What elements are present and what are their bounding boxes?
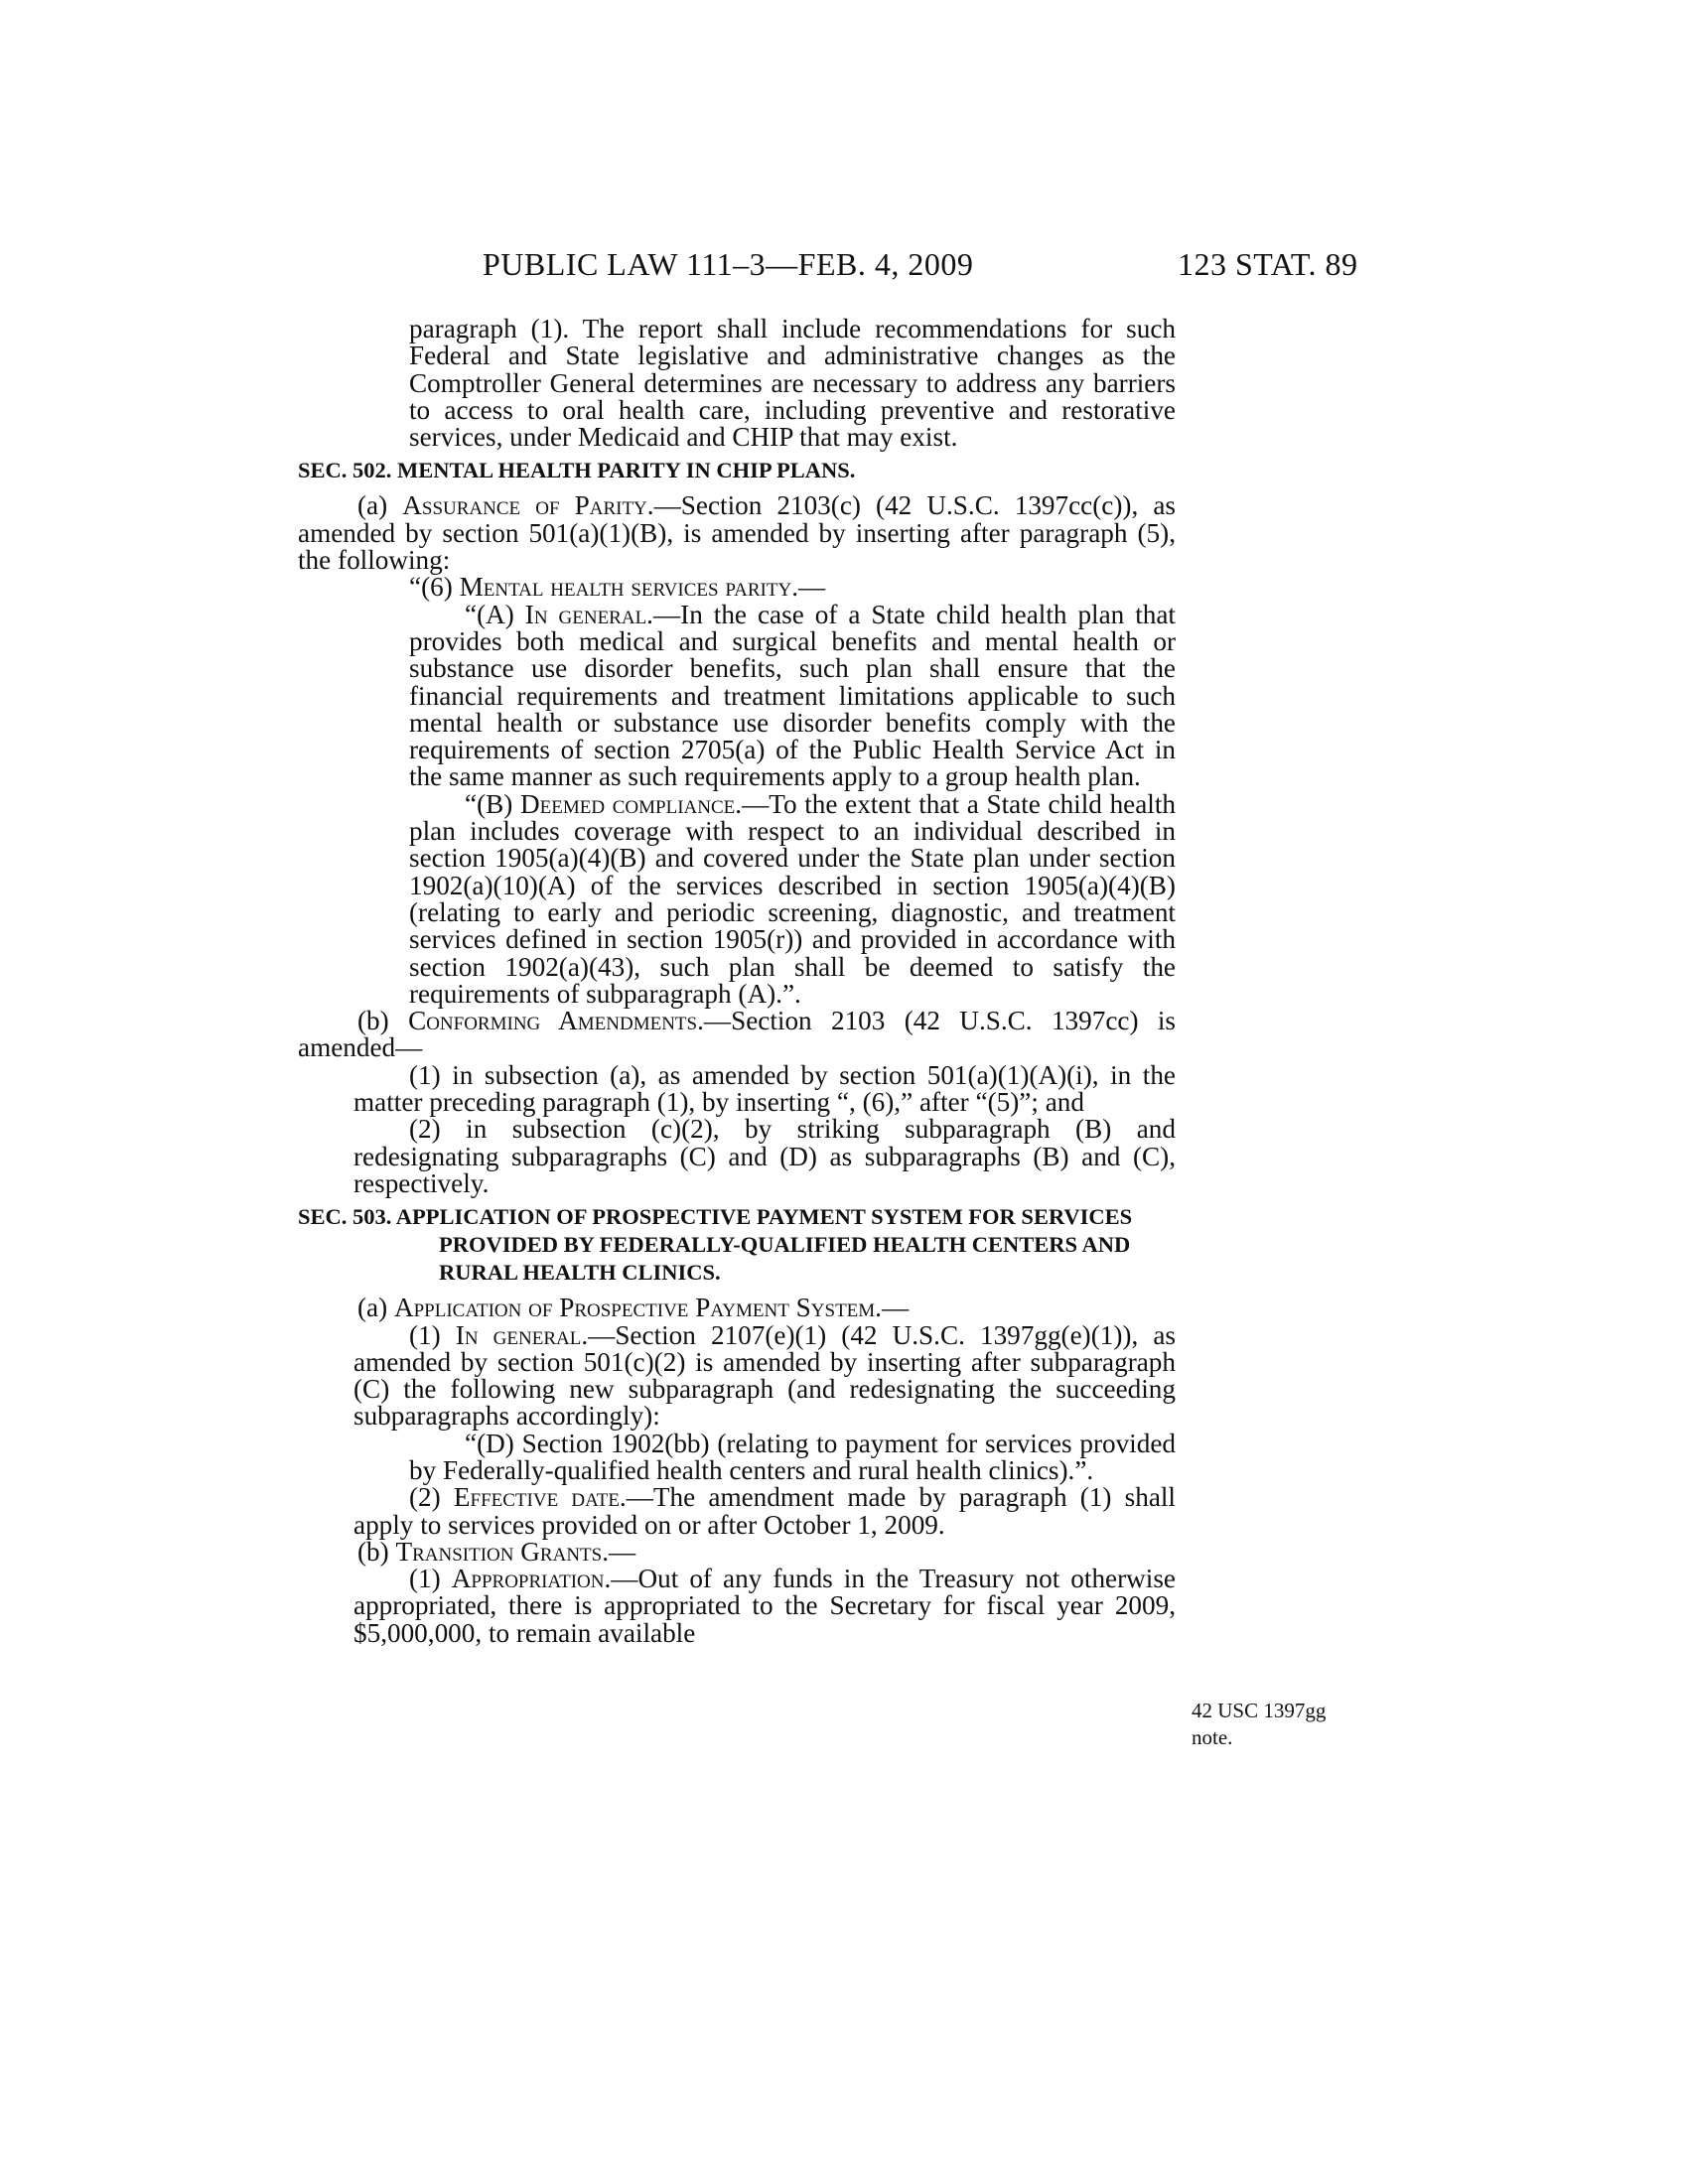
continuation-paragraph: paragraph (1). The report shall include recommendations for such Federal and State legislative and administrative changes as the Comptroller General determines are necessary to address any barriers to access to oral health care, including preventive and restorative services, under Medicaid and CHIP that may exist.: [409, 314, 1176, 453]
sec502-b-paragraph-1: (1) in subsection (a), as amended by section 501(a)(1)(A)(i), in the matter preceding paragraph (1), by inserting “, (6),” after “(5)”; and: [353, 1059, 1176, 1118]
sec503-subsection-b: (b) Transition Grants.—: [357, 1536, 636, 1567]
sec503-quoted-subparagraph-D: “(D) Section 1902(bb) (relating to payment for services provided by Federally-qualified health centers and rural health clinics).”.: [409, 1428, 1176, 1485]
sec503-subsection-a: (a) Application of Prospective Payment System.—: [357, 1293, 910, 1323]
body-text: [298, 316, 1176, 1647]
sec502-subsection-b: (b) Conforming Amendments.—Section 2103 (42 U.S.C. 1397cc) is amended—: [298, 1006, 1176, 1063]
margin-note-usc-reference: 42 USC 1397gg note.: [1192, 1699, 1327, 1749]
sec502-subparagraph-A: “(A) In general.—In the case of a State child health plan that provides both medical and surgical benefits and mental health or substance use disorder benefits, such plan shall ensure that the financial requirements and treatment limitations applicable to such mental health or substance use disorder benefits comply with the requirements of section 2705(a) of the Public Health Service Act in the same manner as such requirements apply to a group health plan.: [409, 599, 1176, 792]
sec502-subsection-a: (a) Assurance of Parity.—Section 2103(c) (42 U.S.C. 1397cc(c)), as amended by section 501(a)(1)(B), is amended by inserting after paragraph (5), the following:: [298, 490, 1176, 576]
sec503-b-paragraph-1: (1) Appropriation.—Out of any funds in the Treasury not otherwise appropriated, there is appropriated to the Secretary for fiscal year 2009, $5,000,000, to remain available: [353, 1564, 1176, 1648]
sec502-subparagraph-B: “(B) Deemed compliance.—To the extent that a State child health plan includes coverage with respect to an individual described in section 1905(a)(4)(B) and covered under the State plan under section 1902(a)(10)(A) of the services described in section 1905(a)(4)(B) (relating to early and periodic screening, diagnostic, and treatment services defined in section 1905(r)) and provided in accordance with section 1902(a)(43), such plan shall be deemed to satisfy the requirements of subparagraph (A).”.: [409, 788, 1176, 1009]
sec502-paragraph-6: “(6) Mental health services parity.—: [409, 572, 826, 603]
running-header-page-ref: 123 STAT. 89: [1178, 246, 1358, 282]
section-502-heading: SEC. 502. MENTAL HEALTH PARITY IN CHIP PLANS.: [298, 458, 856, 483]
running-header-title: PUBLIC LAW 111–3—FEB. 4, 2009: [483, 246, 974, 282]
section-503-heading: SEC. 503. APPLICATION OF PROSPECTIVE PAYMENT SYSTEM FOR SERVICES PROVIDED BY FEDERALLY-QUALIFIED HEALTH CENTERS AND RURAL HEALTH CLINICS.: [298, 1204, 1133, 1286]
sec502-b-paragraph-2: (2) in subsection (c)(2), by striking subparagraph (B) and redesignating subparagraphs (C) and (D) as subparagraphs (B) and (C), respectively.: [353, 1114, 1176, 1198]
sec503-a-paragraph-2: (2) Effective date.—The amendment made by paragraph (1) shall apply to services provided on or after October 1, 2009.: [353, 1482, 1176, 1540]
sec503-a-paragraph-1: (1) In general.—Section 2107(e)(1) (42 U.S.C. 1397gg(e)(1)), as amended by section 501(c)(2) is amended by inserting after subparagraph (C) the following new subparagraph (and redesignating the succeeding subparagraphs accordingly):: [353, 1319, 1177, 1432]
